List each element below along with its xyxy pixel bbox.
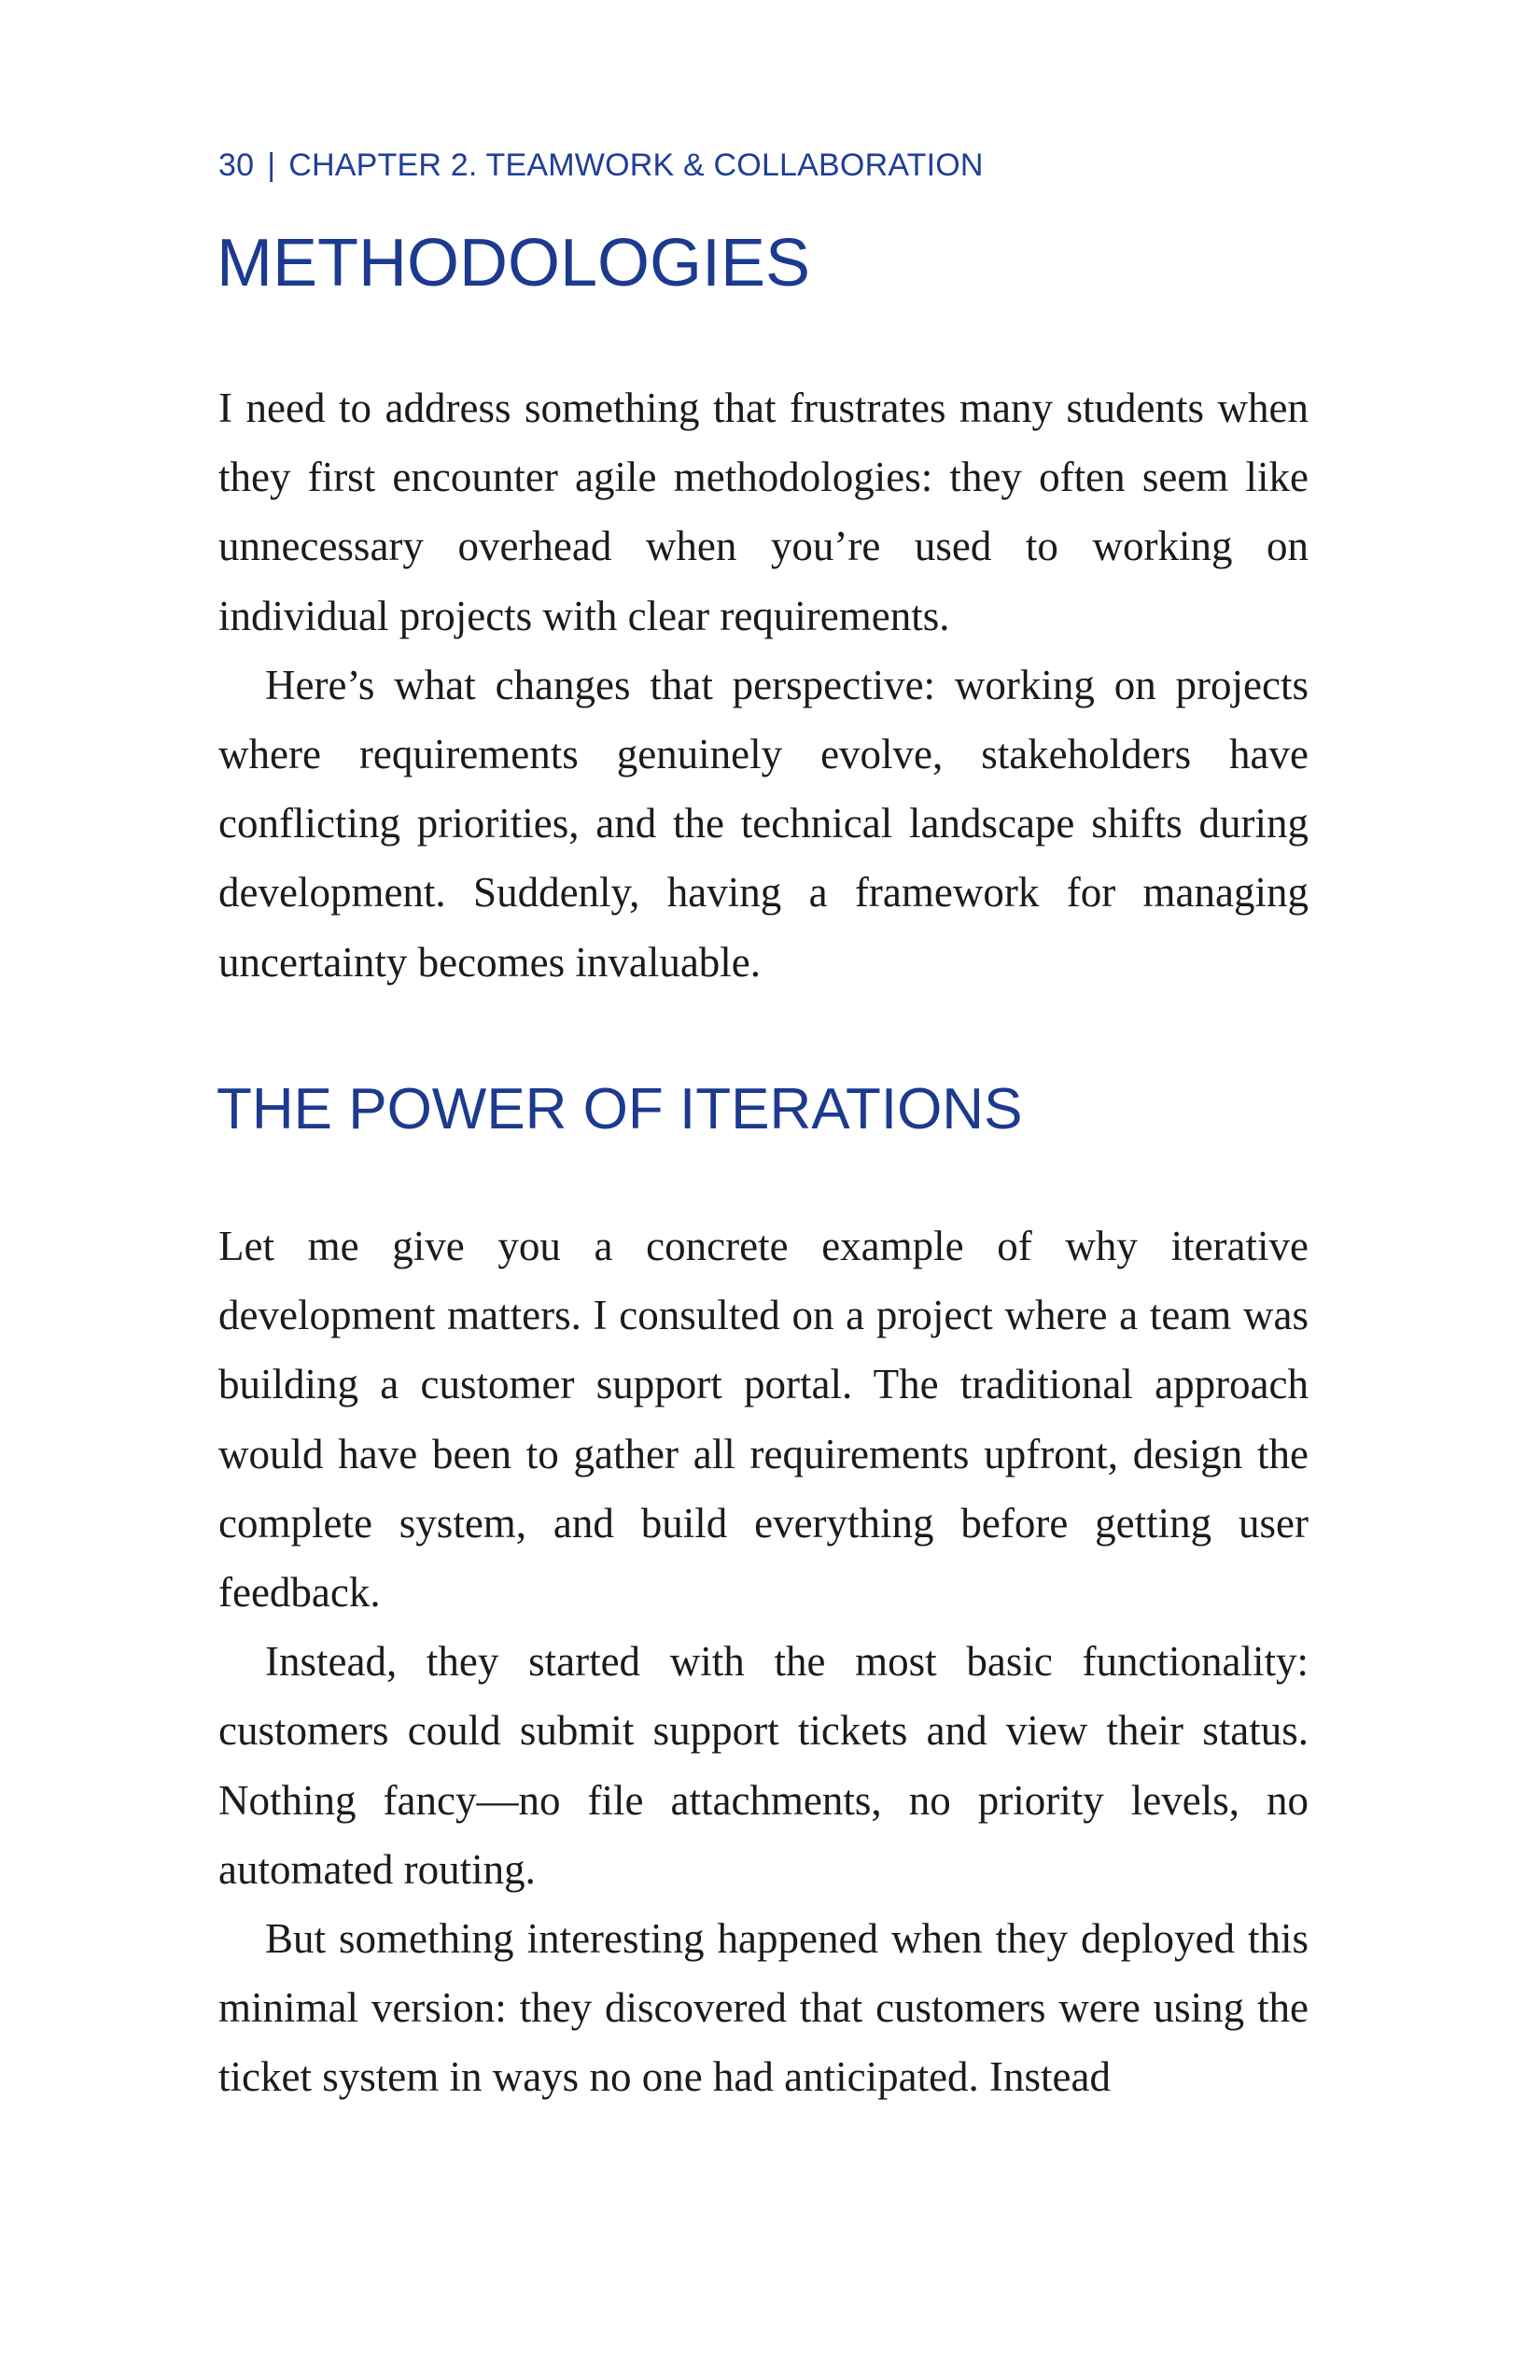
paragraph: But something interesting happened when they deployed this minimal version: they discovered that customers were using the ticket system in ways no one had anticipated. Instead: [218, 1915, 1309, 2101]
header-separator: |: [267, 147, 276, 183]
paragraph: Instead, they started with the most basic functionality: customers could submit support tickets and view their status. Nothing fancy—no file attachments, no priority levels, no automated routing.: [218, 1638, 1309, 1893]
paragraph: Here’s what changes that perspective: working on projects where requirements genuinely evolve, stakeholders have conflicting priorities, and the technical landscape shifts during development. Suddenly, having a framework for managing uncertainty becomes invaluable.: [218, 661, 1309, 986]
iterations-body: [218, 1211, 1309, 2112]
paragraph: Let me give you a concrete example of why iterative development matters. I consulted on a project where a team was building a customer support portal. The traditional approach would have been to gather all requirements upfront, design the complete system, and build everything before getting user feedback.: [218, 1223, 1309, 1617]
paragraph: I need to address something that frustrates many students when they first encounter agile methodologies: they often seem like unnecessary overhead when you’re used to working on individual projects with clear requirements.: [218, 385, 1309, 639]
methodologies-body: [218, 373, 1309, 997]
page-number: 30: [218, 147, 255, 183]
section-title-methodologies: METHODOLOGIES: [217, 226, 811, 301]
section-title-power-of-iterations: THE POWER OF ITERATIONS: [217, 1077, 1023, 1141]
running-header: [218, 144, 1310, 187]
chapter-title: CHAPTER 2. TEAMWORK & COLLABORATION: [288, 147, 984, 183]
